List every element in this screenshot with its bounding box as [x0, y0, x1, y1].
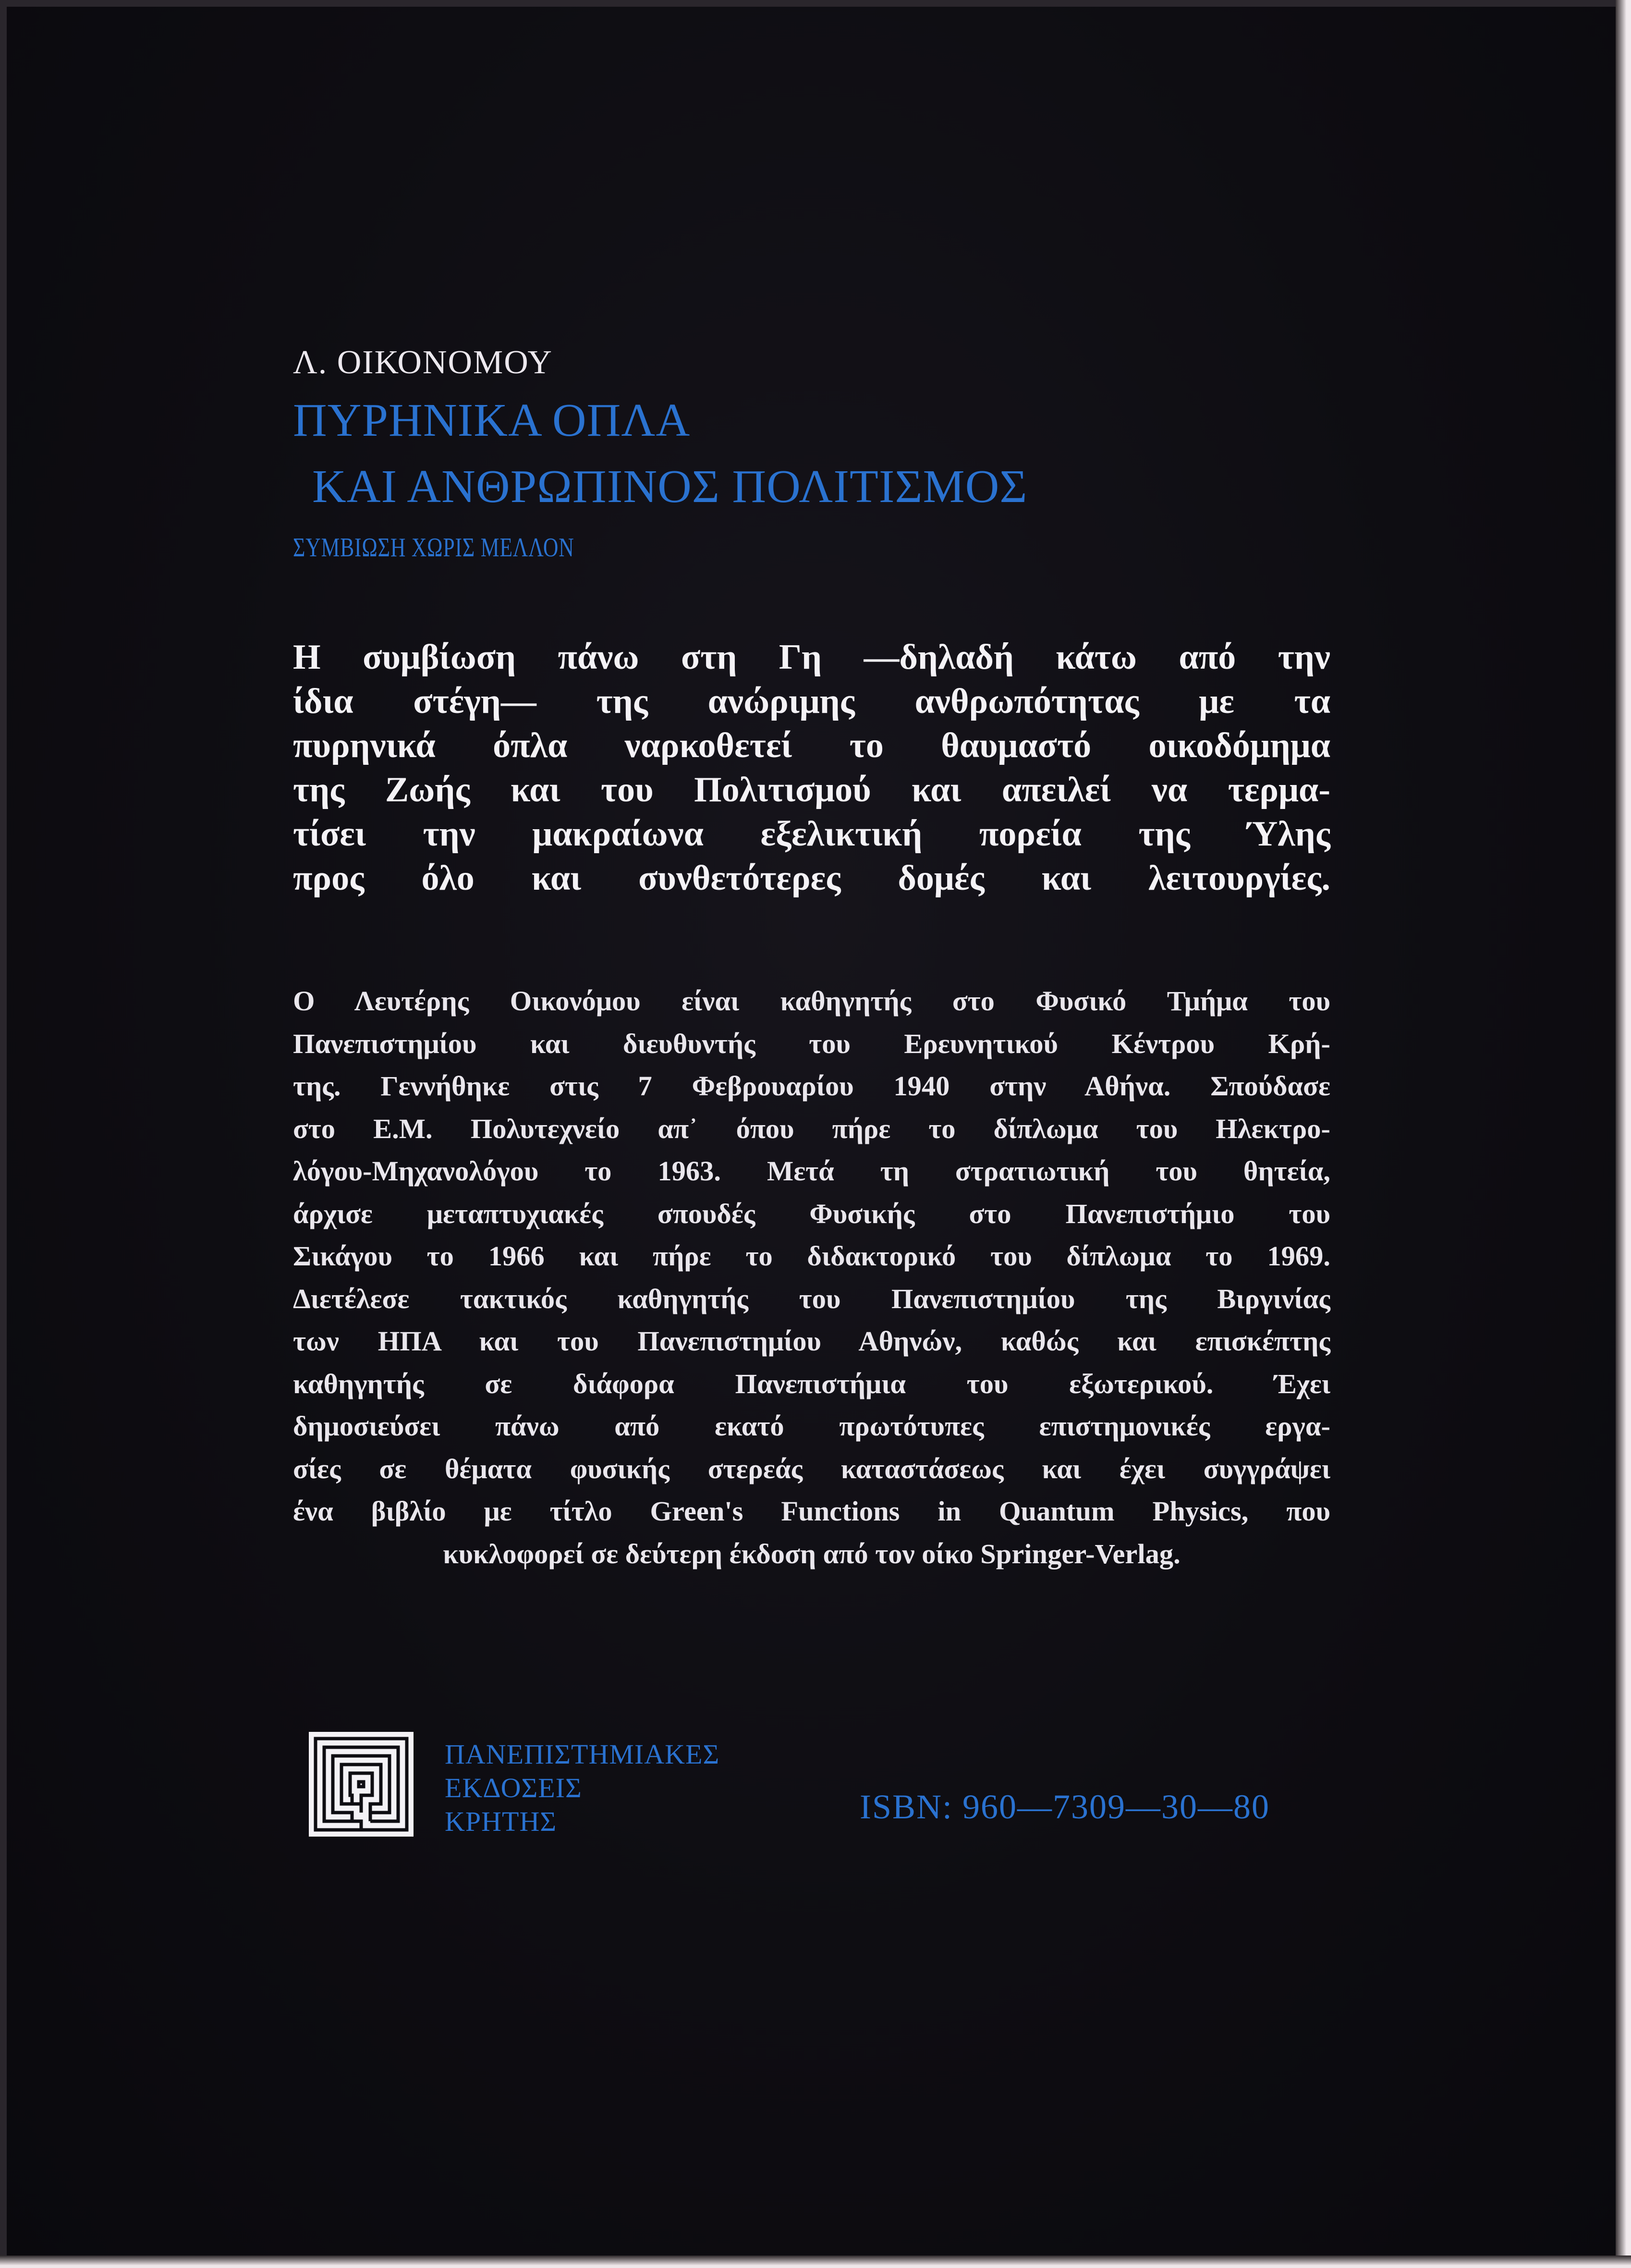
bio-line: Διετέλεσε τακτικός καθηγητής του Πανεπιστημίου της Βιργινίας — [293, 1283, 1330, 1314]
blurb-line: Η συμβίωση πάνω στη Γη —δηλαδή κάτω από την — [293, 637, 1330, 677]
bio-line: στο Ε.Μ. Πολυτεχνείο απ᾽ όπου πήρε το δίπλωμα του Ηλεκτρο- — [293, 1113, 1330, 1144]
bio-line: σίες σε θέματα φυσικής στερεάς καταστάσεως και έχει συγγράψει — [293, 1453, 1330, 1484]
isbn-number: ISBN: 960—7309—30—80 — [860, 1788, 1270, 1826]
bio-line: ένα βιβλίο με τίτλο Green's Functions in Quantum Physics, που — [293, 1496, 1330, 1527]
bio-line: καθηγητής σε διάφορα Πανεπιστήμια του εξωτερικού. Έχει — [293, 1368, 1330, 1399]
publisher-name-line: ΚΡΗΤΗΣ — [445, 1806, 557, 1837]
bio-line: Σικάγου το 1966 και πήρε το διδακτορικό του δίπλωμα το 1969. — [293, 1240, 1330, 1272]
publisher-name-line: ΠΑΝΕΠΙΣΤΗΜΙΑΚΕΣ — [445, 1739, 720, 1770]
bio-line: κυκλοφορεί σε δεύτερη έκδοση από τον οίκο Springer-Verlag. — [443, 1538, 1181, 1569]
publisher-name — [445, 1738, 719, 1839]
book-subtitle: ΣΥΜΒΙΩΣΗ ΧΩΡΙΣ ΜΕΛΛΟΝ — [293, 533, 574, 563]
publisher-block — [309, 1732, 885, 1838]
book-title-line-2: ΚΑΙ ΑΝΘΡΩΠΙΝΟΣ ΠΟΛΙΤΙΣΜΟΣ — [312, 461, 1028, 513]
bio-line: Πανεπιστημίου και διευθυντής του Ερευνητικού Κέντρου Κρή- — [293, 1028, 1330, 1059]
page-edge-right — [1616, 0, 1631, 2268]
labyrinth-logo-icon — [309, 1732, 414, 1837]
book-title-line-1: ΠΥΡΗΝΙΚΑ ΟΠΛΑ — [293, 394, 691, 446]
cover-text-block — [293, 346, 1330, 1575]
author-name: Λ. ΟΙΚΟΝΟΜΟΥ — [293, 344, 553, 381]
bio-line: της. Γεννήθηκε στις 7 Φεβρουαρίου 1940 στην Αθήνα. Σπούδασε — [293, 1070, 1330, 1102]
bio-line: άρχισε μεταπτυχιακές σπουδές Φυσικής στο Πανεπιστήμιο του — [293, 1198, 1330, 1229]
author-biography — [293, 980, 1330, 1575]
bio-line: λόγου-Μηχανολόγου το 1963. Μετά τη στρατιωτική του θητεία, — [293, 1155, 1330, 1187]
blurb-paragraph — [293, 635, 1330, 900]
blurb-line: της Ζωής και του Πολιτισμού και απειλεί να τερμα- — [293, 770, 1330, 809]
blurb-line: προς όλο και συνθετότερες δομές και λειτουργίες. — [293, 858, 1330, 898]
bio-line: δημοσιεύσει πάνω από εκατό πρωτότυπες επιστημονικές εργα- — [293, 1410, 1330, 1442]
publisher-name-line: ΕΚΔΟΣΕΙΣ — [445, 1772, 582, 1803]
blurb-line: ίδια στέγη— της ανώριμης ανθρωπότητας με τα — [293, 682, 1330, 721]
bio-line: Ο Λευτέρης Οικονόμου είναι καθηγητής στο Φυσικό Τμήμα του — [293, 985, 1330, 1017]
page-edge-bottom — [0, 2256, 1631, 2268]
bio-line: των ΗΠΑ και του Πανεπιστημίου Αθηνών, καθώς και επισκέπτης — [293, 1325, 1330, 1357]
blurb-line: τίσει την μακραίωνα εξελικτική πορεία της Ύλης — [293, 814, 1330, 854]
blurb-line: πυρηνικά όπλα ναρκοθετεί το θαυμαστό οικοδόμημα — [293, 726, 1330, 765]
